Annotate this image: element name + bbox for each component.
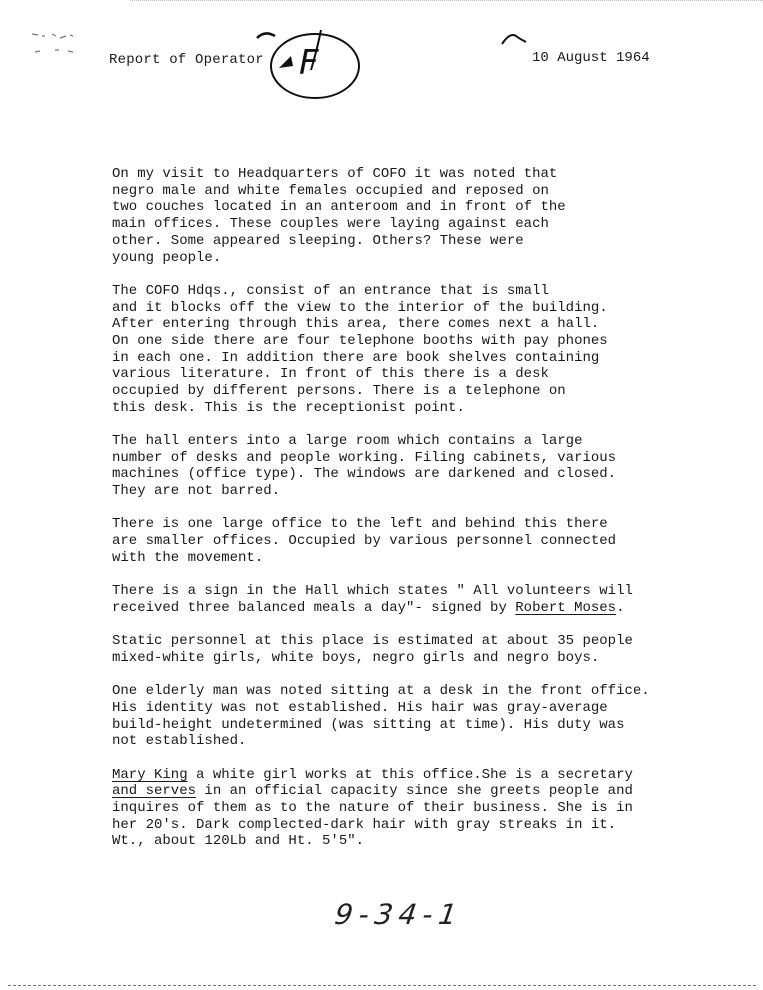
signer-name: Robert Moses — [515, 599, 617, 616]
paragraph-sign: There is a sign in the Hall which states " All volunteers will received three balanced meals a day"- signed by Robert Moses. — [112, 583, 633, 616]
bottom-edge-line — [8, 985, 756, 986]
handwritten-file-number: 9-34-1 — [332, 898, 465, 931]
paragraph-hdqs-layout: The COFO Hdqs., consist of an entrance that is small and it blocks off the view to the interior of the building. After entering through this area, there comes next a hall. On one side there are four telephone booths with pay phones in each one. In addition there are book shelves containing various literature. In front of this there is a desk occupied by different persons. There is a telephone on this desk. This is the receptionist point. — [112, 282, 608, 416]
paragraph-elderly-man: One elderly man was noted sitting at a desk in the front office. His identity was not established. His hair was gray-average build-height undetermined (was sitting at time). His duty was not established. — [112, 683, 650, 750]
paragraph-offices: There is one large office to the left and behind this there are smaller offices. Occupied by various personnel connected with the movement. — [112, 516, 617, 566]
report-operator-label: Report of Operator — [109, 52, 264, 68]
corner-scan-marks — [30, 30, 90, 60]
operator-mark-stamp — [255, 22, 370, 102]
operator-mark-letter: F — [299, 43, 319, 83]
underlined-and-serves: and serves — [112, 783, 197, 800]
sign-text: There is a sign in the Hall which states " All volunteers will received three balanced meals a day"- signed by — [112, 583, 633, 616]
report-body — [112, 166, 712, 867]
report-date: 10 August 1964 — [532, 50, 650, 66]
mary-king-name: Mary King — [112, 766, 188, 783]
date-tick-mark — [500, 32, 530, 46]
paragraph-anteroom: On my visit to Headquarters of COFO it was noted that negro male and white females occupied and reposed on two couches located in an anteroom and in front of the main offices. These couples were laying against each other. Some appeared sleeping. Others? These were young people. — [112, 166, 566, 266]
top-edge-dots — [130, 0, 763, 7]
paragraph-personnel: Static personnel at this place is estimated at about 35 people mixed-white girls, white boys, negro girls and negro boys. — [112, 633, 633, 666]
paragraph-mary-king: Mary King a white girl works at this office.She is a secretary and serves in an official capacity since she greets people and inquires of them as to the nature of their business. She is in her 20's. Dark complected-dark hair with gray streaks in it. Wt., about 120Lb and Ht. 5'5". — [112, 766, 633, 850]
paragraph-large-room: The hall enters into a large room which contains a large number of desks and people working. Filing cabinets, various machines (office type). The windows are darkened and closed. They are not barred. — [112, 433, 617, 500]
